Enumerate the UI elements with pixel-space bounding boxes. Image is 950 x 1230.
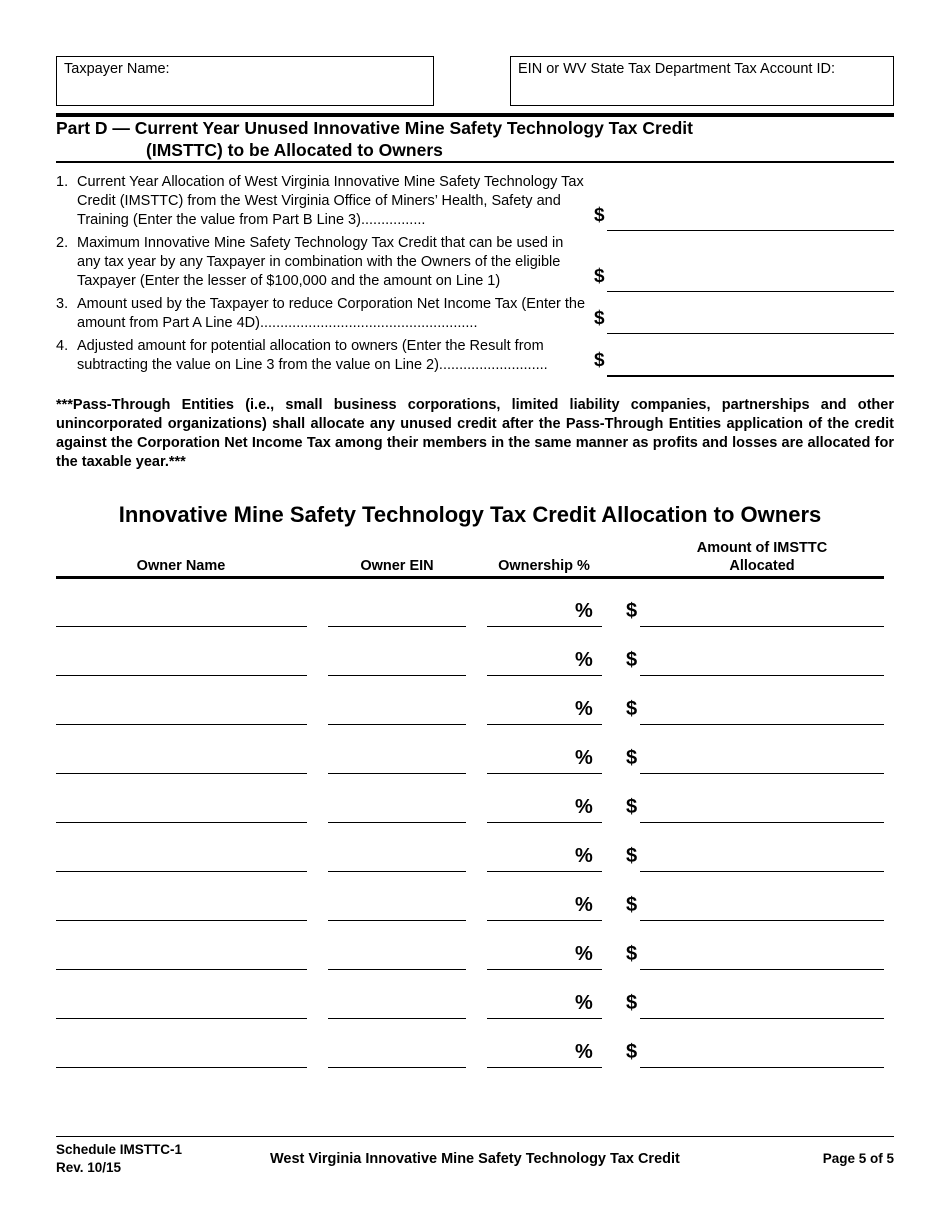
amount-allocated-header [640, 539, 884, 575]
amount-allocated-field[interactable] [640, 822, 884, 823]
part-d-bottom-rule [56, 161, 894, 163]
owner-ein-field[interactable] [328, 871, 466, 872]
owner-name-field[interactable] [56, 724, 307, 725]
amount-header-line1: Amount of IMSTTC [696, 540, 828, 556]
currency-symbol: $ [626, 747, 638, 769]
ownership-pct-field[interactable] [487, 822, 602, 823]
line-number: 4. [56, 338, 69, 354]
amount-allocated-field[interactable] [640, 724, 884, 725]
line-number: 1. [56, 174, 69, 190]
ownership-pct-field[interactable] [487, 1067, 602, 1068]
part-d-line-4 [56, 337, 586, 375]
allocation-header-rule [56, 576, 884, 579]
owner-ein-field[interactable] [328, 1018, 466, 1019]
percent-symbol: % [575, 747, 593, 769]
line-1-currency: $ [594, 205, 605, 226]
footer-rule [56, 1136, 894, 1137]
percent-symbol: % [575, 992, 593, 1014]
owner-name-field[interactable] [56, 871, 307, 872]
currency-symbol: $ [626, 698, 638, 720]
amount-allocated-field[interactable] [640, 1067, 884, 1068]
footer-schedule [56, 1141, 182, 1177]
line-number: 2. [56, 235, 69, 251]
owner-name-field[interactable] [56, 920, 307, 921]
line-text: Adjusted amount for potential allocation to owners (Enter the Result from subtracting the value on Line 3 from the value on Line 2)........................... [77, 338, 548, 373]
percent-symbol: % [575, 1041, 593, 1063]
owner-name-header: Owner Name [136, 558, 226, 574]
amount-allocated-field[interactable] [640, 773, 884, 774]
percent-symbol: % [575, 943, 593, 965]
currency-symbol: $ [626, 600, 638, 622]
owner-ein-field[interactable] [328, 724, 466, 725]
owner-name-field[interactable] [56, 1018, 307, 1019]
percent-symbol: % [575, 600, 593, 622]
currency-symbol: $ [626, 943, 638, 965]
ownership-pct-field[interactable] [487, 724, 602, 725]
owner-name-field[interactable] [56, 822, 307, 823]
amount-header-line2: Allocated [729, 558, 795, 574]
percent-symbol: % [575, 649, 593, 671]
owner-ein-field[interactable] [328, 920, 466, 921]
owner-ein-field[interactable] [328, 1067, 466, 1068]
ownership-pct-field[interactable] [487, 920, 602, 921]
ownership-pct-field[interactable] [487, 675, 602, 676]
revision: Rev. 10/15 [56, 1160, 122, 1175]
part-d-line-2 [56, 234, 586, 291]
line-4-amount-field[interactable] [607, 375, 894, 377]
owner-name-field[interactable] [56, 969, 307, 970]
part-d-line-1 [56, 173, 586, 230]
line-number: 3. [56, 296, 69, 312]
line-3-amount-field[interactable] [607, 333, 894, 334]
owner-name-field[interactable] [56, 773, 307, 774]
ownership-pct-field[interactable] [487, 1018, 602, 1019]
currency-symbol: $ [626, 845, 638, 867]
part-d-title [56, 117, 896, 161]
owner-ein-field[interactable] [328, 822, 466, 823]
amount-allocated-field[interactable] [640, 969, 884, 970]
line-text: Maximum Innovative Mine Safety Technology Tax Credit that can be used in any tax year by any Taxpayer in combination with the Owners of the eligible Taxpayer (Enter the lesser of $100,000 and the amount on Line 1) [77, 235, 564, 289]
part-d-line-3 [56, 295, 586, 333]
part-d-title-line2: (IMSTTC) to be Allocated to Owners [146, 140, 443, 160]
schedule-id: Schedule IMSTTC-1 [56, 1142, 183, 1157]
percent-symbol: % [575, 698, 593, 720]
owner-ein-field[interactable] [328, 675, 466, 676]
owner-ein-header: Owner EIN [360, 558, 434, 574]
allocation-title: Innovative Mine Safety Technology Tax Credit Allocation to Owners [118, 502, 822, 527]
owner-name-field[interactable] [56, 1067, 307, 1068]
pass-through-note: ***Pass-Through Entities (i.e., small business corporations, limited liability companies, partnerships and other unincorporated organizations) shall allocate any unused credit after the Pass-Through Entities application of the credit against the Corporation Net Income Tax among their members in the same manner as profits and losses are allocated for the taxable year.*** [56, 397, 894, 470]
line-2-currency: $ [594, 266, 605, 287]
line-2-amount-field[interactable] [607, 291, 894, 292]
currency-symbol: $ [626, 894, 638, 916]
owner-name-field[interactable] [56, 675, 307, 676]
amount-allocated-field[interactable] [640, 871, 884, 872]
percent-symbol: % [575, 845, 593, 867]
currency-symbol: $ [626, 649, 638, 671]
ownership-pct-field[interactable] [487, 969, 602, 970]
ownership-pct-field[interactable] [487, 626, 602, 627]
currency-symbol: $ [626, 992, 638, 1014]
part-d-title-line1: Part D — Current Year Unused Innovative Mine Safety Technology Tax Credit [56, 118, 693, 138]
currency-symbol: $ [626, 796, 638, 818]
ein-label: EIN or WV State Tax Department Tax Account ID: [518, 61, 835, 77]
owner-name-field[interactable] [56, 626, 307, 627]
page-number: Page 5 of 5 [822, 1151, 894, 1166]
amount-allocated-field[interactable] [640, 675, 884, 676]
ownership-pct-field[interactable] [487, 773, 602, 774]
amount-allocated-field[interactable] [640, 626, 884, 627]
currency-symbol: $ [626, 1041, 638, 1063]
taxpayer-name-label: Taxpayer Name: [64, 61, 170, 77]
percent-symbol: % [575, 796, 593, 818]
ownership-pct-field[interactable] [487, 871, 602, 872]
line-text: Amount used by the Taxpayer to reduce Corporation Net Income Tax (Enter the amount from Part A Line 4D)...................................................... [77, 296, 586, 331]
ownership-pct-header: Ownership % [498, 558, 590, 574]
owner-ein-field[interactable] [328, 626, 466, 627]
amount-allocated-field[interactable] [640, 1018, 884, 1019]
footer-title: West Virginia Innovative Mine Safety Technology Tax Credit [270, 1151, 680, 1167]
line-1-amount-field[interactable] [607, 230, 894, 231]
percent-symbol: % [575, 894, 593, 916]
owner-ein-field[interactable] [328, 773, 466, 774]
amount-allocated-field[interactable] [640, 920, 884, 921]
line-3-currency: $ [594, 308, 605, 329]
line-text: Current Year Allocation of West Virginia Innovative Mine Safety Technology Tax Credit (IMSTTC) from the West Virginia Office of Miners’ Health, Safety and Training (Enter the value from Part B Line 3)................ [77, 174, 584, 228]
taxpayer-name-field[interactable] [56, 56, 434, 106]
ein-field[interactable] [510, 56, 894, 106]
line-4-currency: $ [594, 350, 605, 371]
owner-ein-field[interactable] [328, 969, 466, 970]
